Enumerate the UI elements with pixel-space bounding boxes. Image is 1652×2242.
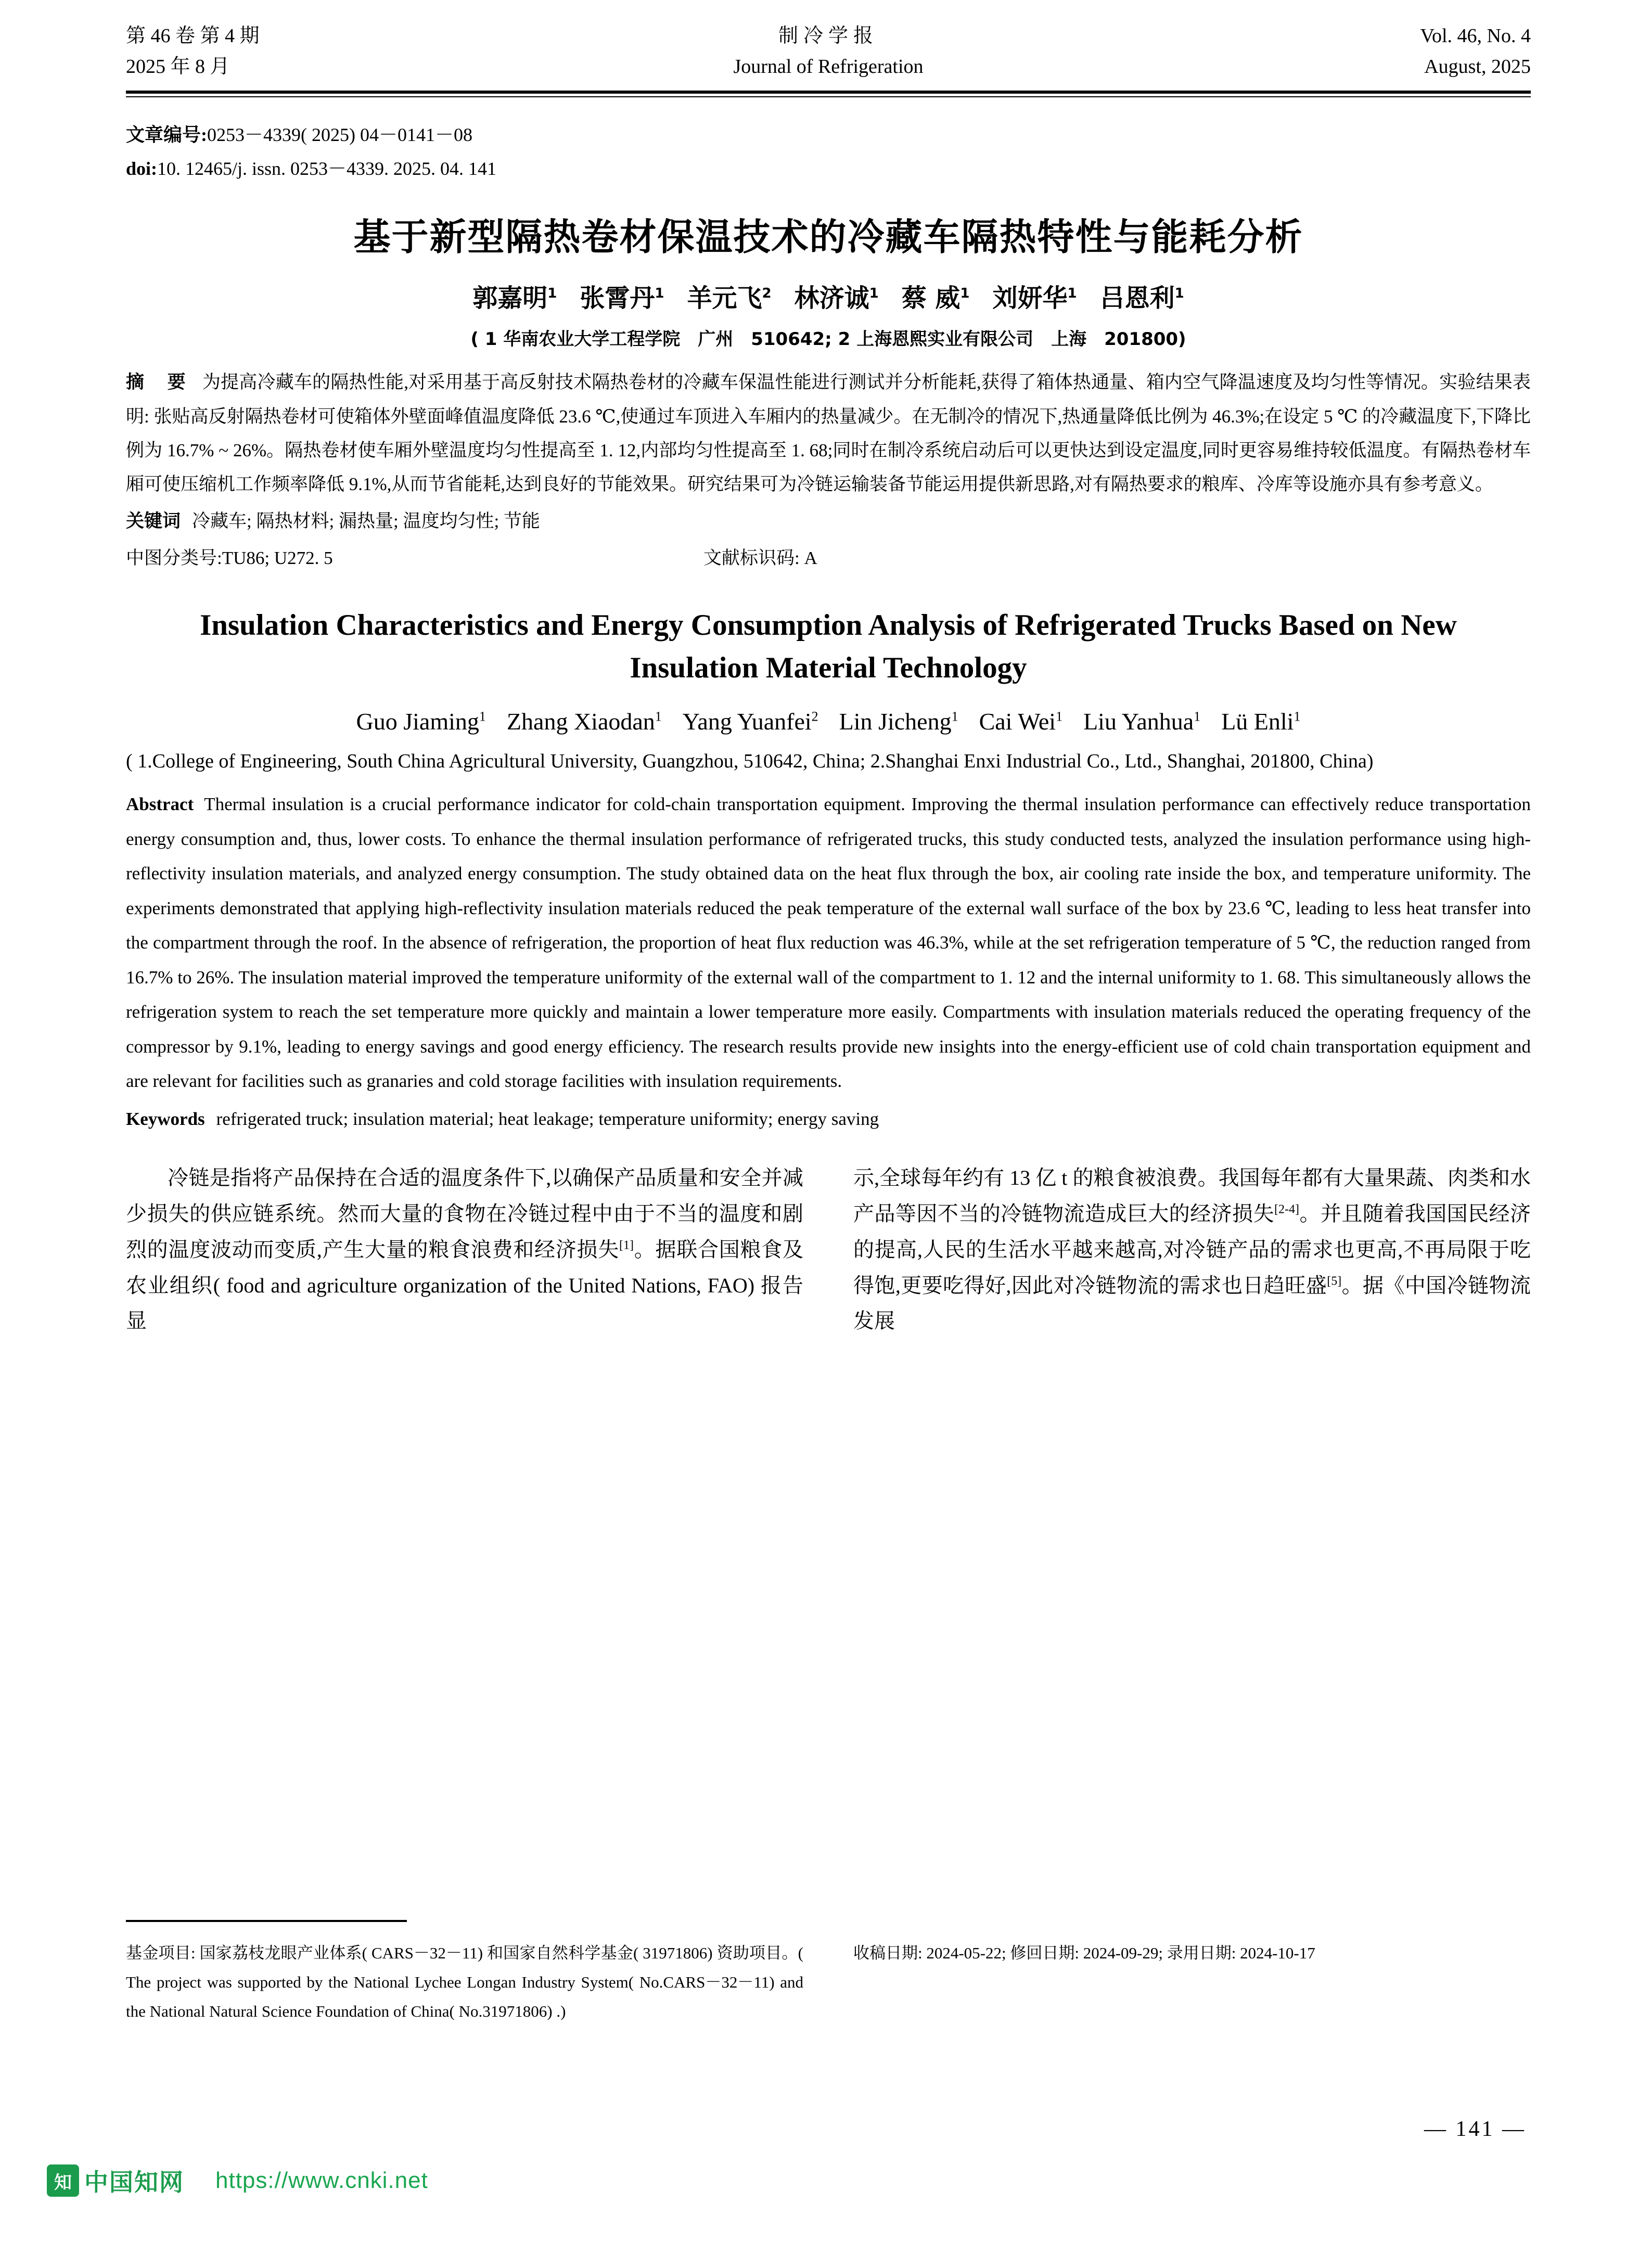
document-code-value: A [804,547,817,568]
date-en: August, 2025 [1424,55,1531,78]
article-meta [126,118,1531,186]
author-en-name: Zhang Xiaodan [506,708,655,735]
footnote-right [853,1920,1531,2026]
page-content [126,0,1531,1339]
cnki-url: https://www.cnki.net [215,2168,428,2193]
author-cn-affil-marker: 1 [1067,286,1077,302]
author-cn [795,284,879,313]
author-en [683,708,818,735]
body-left-part1: 冷链是指将产品保持在合适的温度条件下,以确保产品质量和安全并减少损失的供应链系统。然而大量的食物在冷链过程中由于不当的温度和剧烈的温度波动而变质,产生大量的粮食浪费和经济损失 [126,1166,803,1261]
author-cn-affil-marker: 1 [655,286,664,302]
author-en [1083,708,1200,735]
classification-row [126,541,1531,575]
author-cn-name: 郭嘉明 [472,284,548,313]
body-text-left [126,1160,803,1339]
author-cn-affil-marker: 1 [1174,286,1184,302]
cnki-logo [47,2163,184,2198]
running-head-center [521,21,1135,82]
cnki-badge-icon: 知 [47,2164,79,2197]
author-cn-affil-marker: 1 [960,286,970,302]
author-en-name: Yang Yuanfei [682,708,812,735]
abstract-cn-text: 为提高冷藏车的隔热性能,对采用基于高反射技术隔热卷材的冷藏车保温性能进行测试并分析能耗,获得了箱体热通量、箱内空气降温速度及均匀性等情况。实验结果表明: 张贴高反射隔热卷材可使箱体外壁面峰值温度降低 23.6 ℃,使通过车顶进入车厢内的热量减少。在无制冷的情况下,热通量降低比例为 46.3%;在设定 5 ℃ 的冷藏温度下,下降比例为 16.7% ~ 26%。隔热卷材使车厢外壁温度均匀性提高至 1. 12,内部均匀性提高至 1. 68;同时在制冷系统启动后可以更快达到设定温度,同时更容易维持较低温度。有隔热卷材车厢可使压缩机工作频率降低 9.1%,从而节省能耗,达到良好的节能效果。研究结果可为冷链运输装备节能运用提供新思路,对有隔热要求的粮库、冷库等设施亦具有参考意义。 [126,372,1531,495]
keywords-en [126,1102,1531,1137]
affiliation-en: ( 1.College of Engineering, South China Agricultural University, Guangzhou, 510642, China; 2.Shanghai Enxi Industrial Co., Ltd., Shanghai, 201800, China) [126,750,1374,773]
author-en-affil-marker: 1 [1194,709,1201,724]
author-cn [687,284,771,313]
author-en-name: Lü Enli [1221,708,1294,735]
author-en-name: Lin Jicheng [839,708,952,735]
title-cn: 基于新型隔热卷材保温技术的冷藏车隔热特性与能耗分析 [353,215,1303,259]
affiliation-cn: ( 1 华南农业大学工程学院 广州 510642; 2 上海恩熙实业有限公司 上海 201800) [470,328,1186,350]
doi-label: doi: [126,158,158,180]
author-cn-name: 刘妍华 [992,284,1068,313]
volume-issue-cn: 第 46 卷 第 4 期 [126,25,260,47]
author-cn [902,284,970,313]
document-code-label: 文献标识码: [703,547,800,568]
body-paragraph [126,1160,803,1339]
cnki-name-cn: 中国知网 [84,2168,184,2196]
page-number: — 141 — [1424,2117,1526,2141]
keywords-cn [126,504,1531,539]
author-en [356,708,486,735]
author-cn-affil-marker: 1 [869,286,879,302]
author-en-name: Guo Jiaming [356,708,479,735]
author-en-affil-marker: 1 [655,709,662,724]
body-right-part1: 示,全球每年约有 13 亿 t 的粮食被浪费。我国每年都有大量果蔬、肉类和水产品等因不当的冷链物流造成巨大的经济损失 [853,1166,1531,1226]
author-cn-name: 张霄丹 [580,284,655,313]
keywords-cn-label: 关键词 [126,511,181,532]
submission-dates: 收稿日期: 2024-05-22; 修回日期: 2024-09-29; 录用日期: 2024-10-17 [853,1944,1315,1962]
running-head-left [126,21,521,82]
title-en: Insulation Characteristics and Energy Consumption Analysis of Refrigerated Trucks Based on New Insulation Material Technology [200,608,1457,685]
journal-name-cn: 制冷学报 [778,25,878,47]
author-en-affil-marker: 2 [811,709,818,724]
author-en [507,708,662,735]
authors-en [126,706,1531,738]
body-text-right [853,1160,1531,1339]
body-right-part2: 。并且随着我国国民经济的提高,人民的生活水平越来越高,对冷链产品的需求也更高,不再局限于吃得饱,更要吃得好,因此对冷链物流的需求也日趋旺盛 [853,1202,1531,1297]
body-column-right [853,1160,1531,1339]
author-cn [580,284,664,313]
authors-cn [126,282,1531,314]
body-paragraph [853,1160,1531,1339]
clc-label: 中图分类号: [126,547,222,568]
doi-line [126,152,1531,186]
header-divider [126,91,1531,97]
citation-ref: [2-4] [1274,1202,1300,1216]
body-column-left [126,1160,803,1339]
citation-ref: [1] [619,1238,634,1252]
article-number-label: 文章编号: [126,124,207,145]
author-en-name: Cai Wei [979,708,1056,735]
cnki-watermark [47,2163,428,2198]
body-left-part2: 。据联合国粮食及农业组织( food and agriculture organization of the United Nations, FAO) 报告显 [126,1237,804,1333]
body-columns [126,1160,1531,1339]
abstract-en-label: Abstract [126,794,194,815]
author-en-affil-marker: 1 [1294,709,1301,724]
footnote-area [126,1920,1531,2026]
author-cn [472,284,557,313]
author-cn-name: 林济诚 [794,284,869,313]
abstract-en [126,787,1531,1099]
author-en [979,708,1062,735]
document-code [703,541,817,575]
author-en [1221,708,1300,735]
author-cn [993,284,1077,313]
author-cn-name: 羊元飞 [687,284,762,313]
clc-number [126,541,703,575]
article-number-value: 0253－4339( 2025) 04－0141－08 [207,124,472,145]
body-right-part3: 。据《中国冷链物流发展 [853,1273,1531,1333]
journal-name-en: Journal of Refrigeration [733,55,924,78]
fund-note: 基金项目: 国家荔枝龙眼产业体系( CARS－32－11) 和国家自然科学基金( 31971806) 资助项目。( The project was supported by the National Lychee Longan Industry System( No.CARS－32－11) and the National Natural Science Foundation of China( No.31971806) .) [126,1944,803,2020]
abstract-cn-label: 摘 要 [126,372,194,393]
citation-ref: [5] [1327,1274,1342,1288]
clc-value: TU86; U272. 5 [222,547,333,568]
author-en-name: Liu Yanhua [1083,708,1194,735]
running-head-right [1135,21,1531,82]
keywords-en-label: Keywords [126,1108,205,1129]
author-en-affil-marker: 1 [479,709,486,724]
footnote-left [126,1920,803,2026]
abstract-en-text: Thermal insulation is a crucial performance indicator for cold-chain transportation equipment. Improving the thermal insulation performance can effectively reduce transportation energy consumption and, thus, lower costs. To enhance the thermal insulation performance of refrigerated trucks, this study conducted tests, analyzed the insulation performance using high-reflectivity insulation materials, and analyzed energy consumption. The study obtained data on the heat flux through the box, air cooling rate inside the box, and temperature uniformity. The experiments demonstrated that applying high-reflectivity insulation materials reduced the peak temperature of the external wall surface of the box by 23.6 ℃, leading to less heat transfer into the compartment through the roof. In the absence of refrigeration, the proportion of heat flux reduction was 46.3%, while at the set refrigeration temperature of 5 ℃, the reduction ranged from 16.7% to 26%. The insulation material improved the temperature uniformity of the external wall of the compartment to 1. 12 and the internal uniformity to 1. 68. This simultaneously allows the refrigeration system to reach the set temperature more quickly and maintain a lower temperature more easily. Compartments with insulation materials reduced the operating frequency of the compressor by 9.1%, leading to energy savings and good energy efficiency. The research results provide new insights into the energy-efficient use of cold chain transportation equipment and are relevant for facilities such as granaries and cold storage facilities with insulation requirements. [126,794,1531,1092]
author-cn [1100,284,1184,313]
date-cn: 2025 年 8 月 [126,55,230,78]
volume-issue-en: Vol. 46, No. 4 [1420,25,1531,47]
abstract-cn [126,365,1531,501]
running-head [126,0,1531,82]
footnote-divider [126,1920,407,1922]
author-cn-name: 吕恩利 [1099,284,1175,313]
keywords-en-text: refrigerated truck; insulation material; heat leakage; temperature uniformity; energy saving [216,1108,879,1129]
author-cn-affil-marker: 2 [762,286,772,302]
article-number-line [126,118,1531,152]
keywords-cn-text: 冷藏车; 隔热材料; 漏热量; 温度均匀性; 节能 [192,511,540,532]
author-cn-affil-marker: 1 [547,286,557,302]
author-en-affil-marker: 1 [1056,709,1063,724]
doi-value: 10. 12465/j. issn. 0253－4339. 2025. 04. 141 [157,158,497,180]
author-en-affil-marker: 1 [951,709,958,724]
author-cn-name: 蔡 威 [901,284,961,313]
author-en [839,708,958,735]
